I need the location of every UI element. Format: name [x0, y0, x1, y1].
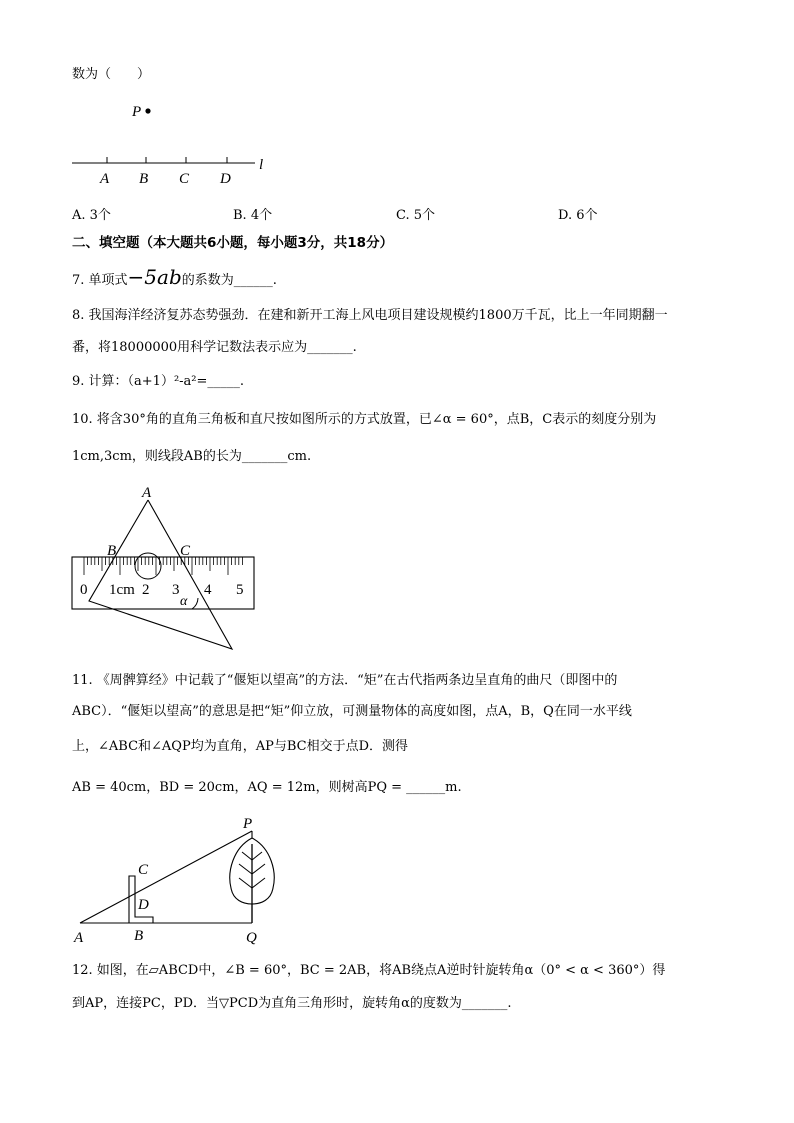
- angle-alpha-arc: [192, 598, 198, 609]
- q7-before: 7. 单项式: [72, 273, 128, 288]
- q6-option-b: B. 4个: [233, 208, 273, 223]
- q7-after: 的系数为______.: [181, 273, 277, 288]
- label-a: A: [74, 930, 84, 946]
- q6-figure: [60, 95, 290, 190]
- q6-option-d: D. 6个: [558, 208, 598, 223]
- label-b: B: [139, 171, 149, 187]
- ruler-ticks: [84, 557, 242, 575]
- question-11-line-1: 11. 《周髀算经》中记载了“偃矩以望高”的方法．“矩”在古代指两条边呈直角的曲尺（即图中的: [72, 673, 618, 688]
- label-c: C: [179, 171, 190, 187]
- label-q: Q: [246, 930, 257, 946]
- q6-option-c: C. 5个: [396, 208, 436, 223]
- question-11-line-3: 上，∠ABC和∠AQP均为直角，AP与BC相交于点D．测得: [72, 739, 409, 754]
- question-8-line-2: 番，将18000000用科学记数法表示应为_______.: [72, 340, 357, 355]
- q11-figure: [65, 812, 285, 947]
- question-10-line-2: 1cm,3cm，则线段AB的长为_______cm.: [72, 449, 312, 464]
- point-p-dot: [145, 108, 150, 113]
- question-9: 9. 计算：（a+1）²-a²=_____.: [72, 374, 245, 389]
- ruler-label-1cm: 1cm: [109, 582, 135, 598]
- label-p: P: [243, 816, 253, 832]
- sight-line-ap: [80, 831, 252, 923]
- label-a: A: [100, 171, 110, 187]
- label-d: D: [220, 171, 231, 187]
- triangle-plate: [89, 500, 232, 649]
- q7-expression: −5ab: [127, 265, 182, 289]
- ruler-label-0: 0: [80, 582, 88, 598]
- label-c: C: [180, 543, 191, 559]
- question-12-line-1: 12. 如图，在▱ABCD中，∠B = 60°，BC = 2AB，将AB绕点A逆时针旋转角α（0° < α < 360°）得: [72, 963, 666, 978]
- q10-figure: [60, 478, 270, 663]
- question-7: [72, 265, 277, 290]
- ruler-label-4: 4: [204, 582, 212, 598]
- label-b: B: [107, 543, 117, 559]
- question-11-line-4: AB = 40cm，BD = 20cm，AQ = 12m，则树高PQ = ______m.: [72, 780, 462, 795]
- question-8-line-1: 8. 我国海洋经济复苏态势强劲．在建和新开工海上风电项目建设规模约1800万千瓦，比上一年同期翻一: [72, 308, 668, 323]
- section-2-heading: 二、填空题（本大题共6小题，每小题3分，共18分）: [72, 235, 394, 251]
- label-c: C: [138, 862, 149, 878]
- question-12-line-2: 到AP，连接PC，PD．当▽PCD为直角三角形时，旋转角α的度数为_______.: [72, 996, 512, 1011]
- ruler-label-5: 5: [236, 582, 244, 598]
- point-p-label: P: [132, 104, 142, 120]
- q6-tail-text: 数为（ ）: [72, 67, 151, 82]
- question-10-line-1: 10. 将含30°角的直角三角板和直尺按如图所示的方式放置，已∠α = 60°，点B，C表示的刻度分别为: [72, 412, 657, 427]
- line-l-label: l: [259, 157, 264, 173]
- ruler-label-3: 3: [172, 582, 180, 598]
- ruler-label-2: 2: [142, 582, 150, 598]
- label-a: A: [142, 485, 152, 501]
- question-11-line-2: ABC）．“偃矩以望高”的意思是把“矩”仰立放，可测量物体的高度如图，点A，B，Q在同一水平线: [72, 704, 632, 719]
- label-b: B: [134, 928, 144, 944]
- label-alpha: α: [180, 594, 188, 609]
- q6-option-a: A. 3个: [72, 208, 111, 223]
- label-d: D: [138, 897, 149, 913]
